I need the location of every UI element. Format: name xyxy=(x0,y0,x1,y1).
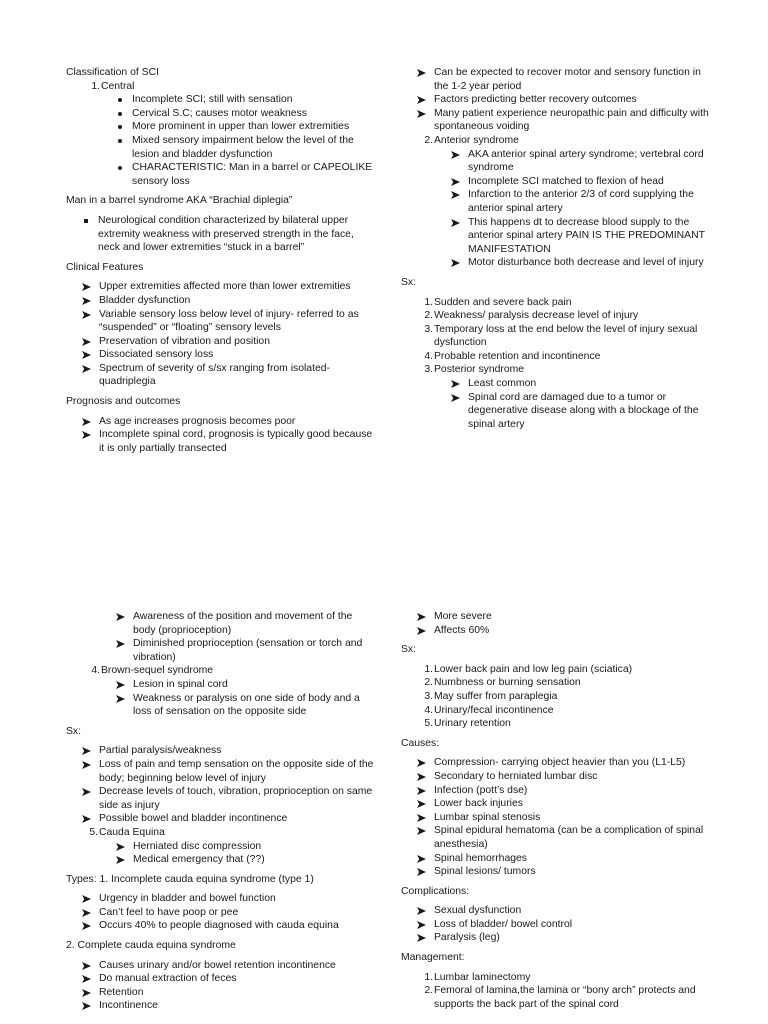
list-number: 2. xyxy=(424,677,433,689)
list-item-text: Neurological condition characterized by bilateral upper extremity weakness with preserved strength in the face, neck and lower extremities “stuck in a barrel” xyxy=(98,214,354,254)
numbered-list-item xyxy=(417,676,711,690)
arrow-bullet-icon xyxy=(82,986,96,997)
arrow-bullet-icon xyxy=(82,972,96,983)
list-number: 1. xyxy=(424,296,433,308)
list-item-text: Many patient experience neuropathic pain and difficulty with spontaneous voiding xyxy=(434,107,709,133)
arrow-list-item xyxy=(417,824,711,851)
page-2-left-column xyxy=(66,610,376,1013)
list-item-text: Lower back pain and low leg pain (sciatica) xyxy=(434,663,633,675)
page-1-left-column xyxy=(66,66,376,455)
arrow-list-item xyxy=(417,610,711,624)
bullet-list-item xyxy=(116,120,376,134)
list-number: 2. xyxy=(424,310,433,322)
list-number: 4. xyxy=(424,704,433,716)
arrow-list-item xyxy=(82,280,376,294)
bullet-list-item xyxy=(82,214,376,255)
arrow-list-item xyxy=(116,840,376,854)
list-item-text: Spectrum of severity of s/sx ranging from isolated- quadriplegia xyxy=(99,362,330,388)
arrow-list-item xyxy=(116,610,376,637)
arrow-bullet-icon xyxy=(82,348,96,359)
list-number: 2. xyxy=(424,985,433,997)
arrow-list-item xyxy=(82,785,376,812)
arrow-bullet-icon xyxy=(82,428,96,439)
list-item-text: As age increases prognosis becomes poor xyxy=(99,415,296,427)
list-item-text: Retention xyxy=(99,986,144,998)
list-item-text: Least common xyxy=(468,378,537,390)
arrow-bullet-icon xyxy=(116,610,130,621)
arrow-list-item xyxy=(451,256,711,270)
list-item-text: Lesion in spinal cord xyxy=(133,678,228,690)
arrow-bullet-icon xyxy=(417,918,431,929)
arrow-list-item xyxy=(82,428,376,455)
arrow-list-item xyxy=(451,188,711,215)
bullet-list-item xyxy=(116,107,376,121)
list-item-text: More severe xyxy=(434,611,492,622)
section-heading: Management: xyxy=(401,952,465,964)
arrow-list-item xyxy=(417,770,711,784)
list-item-text: AKA anterior spinal artery syndrome; vertebral cord syndrome xyxy=(468,148,704,174)
round-bullet-icon xyxy=(116,161,130,170)
list-number: 3. xyxy=(424,690,433,702)
list-number: 4. xyxy=(91,665,100,677)
list-item-text: Spinal lesions/ tumors xyxy=(434,866,536,878)
list-item-text: Lower back injuries xyxy=(434,798,523,810)
list-item-text: Partial paralysis/weakness xyxy=(99,745,222,757)
list-item-text: Spinal hemorrhages xyxy=(434,852,527,864)
arrow-list-item xyxy=(451,377,711,391)
arrow-list-item xyxy=(82,999,376,1013)
list-item-text: Affects 60% xyxy=(434,624,490,636)
list-item-text: Possible bowel and bladder incontinence xyxy=(99,813,288,825)
list-item-text: Infection (pott’s dse) xyxy=(434,784,528,796)
bullet-list-item xyxy=(116,161,376,188)
list-item-text: Urinary/fecal incontinence xyxy=(434,704,554,716)
section-heading: Man in a barrel syndrome AKA “Brachial diplegia” xyxy=(66,195,293,207)
arrow-bullet-icon xyxy=(82,280,96,291)
list-item-text: Sexual dysfunction xyxy=(434,905,522,917)
arrow-list-item xyxy=(451,391,711,432)
arrow-bullet-icon xyxy=(82,362,96,373)
arrow-list-item xyxy=(417,756,711,770)
arrow-list-item xyxy=(82,959,376,973)
arrow-bullet-icon xyxy=(82,415,96,426)
list-item-text: Femoral of lamina,the lamina or “bony arch” protects and supports the back part of the spinal cord xyxy=(434,985,696,1010)
round-bullet-icon xyxy=(116,120,130,129)
arrow-bullet-icon xyxy=(116,692,130,703)
section-heading: Causes: xyxy=(401,737,440,749)
arrow-list-item xyxy=(82,892,376,906)
arrow-list-item xyxy=(417,918,711,932)
arrow-list-item xyxy=(82,415,376,429)
arrow-list-item xyxy=(116,692,376,719)
list-item-text: Posterior syndrome xyxy=(434,364,525,376)
numbered-list-item xyxy=(417,363,711,377)
arrow-bullet-icon xyxy=(417,610,431,621)
arrow-bullet-icon xyxy=(116,853,130,864)
arrow-bullet-icon xyxy=(417,107,431,118)
list-item-text: Temporary loss at the end below the level of injury sexual dysfunction xyxy=(434,323,698,349)
list-number: 3. xyxy=(424,364,433,376)
arrow-bullet-icon xyxy=(116,637,130,648)
arrow-bullet-icon xyxy=(82,959,96,970)
arrow-list-item xyxy=(417,904,711,918)
bullet-list-item xyxy=(116,93,376,107)
round-bullet-icon xyxy=(116,134,130,143)
document-page-2 xyxy=(0,512,768,1024)
arrow-bullet-icon xyxy=(417,824,431,835)
arrow-bullet-icon xyxy=(82,335,96,346)
arrow-bullet-icon xyxy=(417,756,431,767)
list-item-text: Probable retention and incontinence xyxy=(434,350,601,362)
list-number: 1. xyxy=(424,971,433,983)
arrow-bullet-icon xyxy=(417,797,431,808)
numbered-list-item xyxy=(84,664,376,678)
arrow-bullet-icon xyxy=(417,852,431,863)
arrow-bullet-icon xyxy=(417,770,431,781)
arrow-list-item xyxy=(417,865,711,879)
arrow-bullet-icon xyxy=(82,812,96,823)
arrow-list-item xyxy=(417,66,711,93)
list-item-text: CHARACTERISTIC: Man in a barrel or CAPEOLIKE sensory loss xyxy=(132,162,373,187)
arrow-list-item xyxy=(82,986,376,1000)
arrow-list-item xyxy=(116,853,376,867)
arrow-list-item xyxy=(417,852,711,866)
list-item-text: Awareness of the position and movement of the body (proprioception) xyxy=(133,611,353,636)
list-item-text: Diminished proprioception (sensation or torch and vibration) xyxy=(133,638,363,663)
numbered-list-item xyxy=(417,309,711,323)
section-heading: Clinical Features xyxy=(66,261,144,273)
numbered-list-item xyxy=(417,663,711,677)
arrow-bullet-icon xyxy=(82,999,96,1010)
arrow-bullet-icon xyxy=(82,906,96,917)
section-heading: Classification of SCI xyxy=(66,67,159,78)
section-heading: Prognosis and outcomes xyxy=(66,396,181,408)
numbered-list-item xyxy=(417,296,711,310)
list-number: 4. xyxy=(424,350,433,362)
list-item-text: Infarction to the anterior 2/3 of cord supplying the anterior spinal artery xyxy=(468,189,694,214)
arrow-list-item xyxy=(82,335,376,349)
list-item-text: Variable sensory loss below level of injury- referred to as “suspended” or “floating” sensory levels xyxy=(99,308,359,334)
list-item-text: Secondary to herniated lumbar disc xyxy=(434,770,598,782)
arrow-bullet-icon xyxy=(451,216,465,227)
arrow-bullet-icon xyxy=(417,93,431,104)
list-item-text: Paralysis (leg) xyxy=(434,932,500,944)
arrow-list-item xyxy=(417,93,711,107)
list-item-text: Weakness or paralysis on one side of body and a loss of sensation on the opposite side xyxy=(133,692,360,718)
section-heading: Complications: xyxy=(401,885,470,897)
arrow-list-item xyxy=(82,308,376,335)
arrow-bullet-icon xyxy=(82,785,96,796)
arrow-list-item xyxy=(82,919,376,933)
arrow-bullet-icon xyxy=(116,678,130,689)
list-item-text: Cauda Equina xyxy=(99,826,165,838)
round-bullet-icon xyxy=(116,107,130,116)
page-2-right-column xyxy=(401,610,711,1011)
arrow-list-item xyxy=(82,812,376,826)
list-item-text: Urgency in bladder and bowel function xyxy=(99,893,276,905)
numbered-list-item xyxy=(417,350,711,364)
numbered-list-item xyxy=(417,971,711,985)
arrow-bullet-icon xyxy=(451,175,465,186)
numbered-list-item xyxy=(84,80,376,94)
section-heading: Types: 1. Incomplete cauda equina syndrome (type 1) xyxy=(66,873,314,885)
list-item-text: Incomplete SCI matched to flexion of head xyxy=(468,175,664,187)
list-number: 1. xyxy=(424,663,433,675)
arrow-list-item xyxy=(116,637,376,664)
list-item-text: Cervical S.C; causes motor weakness xyxy=(132,107,307,119)
list-item-text: Medical emergency that (??) xyxy=(133,854,265,866)
list-item-text: More prominent in upper than lower extremities xyxy=(132,121,350,133)
list-item-text: Spinal cord are damaged due to a tumor or degenerative disease along with a blockage of the spinal artery xyxy=(468,391,699,430)
list-number: 1. xyxy=(91,80,100,92)
arrow-list-item xyxy=(82,972,376,986)
arrow-bullet-icon xyxy=(451,377,465,388)
section-heading: Sx: xyxy=(401,644,417,656)
list-item-text: Occurs 40% to people diagnosed with cauda equina xyxy=(99,920,339,932)
square-bullet-icon xyxy=(82,214,96,223)
section-heading: 2. Complete cauda equina syndrome xyxy=(66,940,236,952)
list-item-text: Can be expected to recover motor and sensory function in the 1-2 year period xyxy=(434,67,701,92)
list-item-text: Incontinence xyxy=(99,1000,158,1012)
arrow-bullet-icon xyxy=(82,744,96,755)
list-item-text: Central xyxy=(101,80,135,92)
numbered-list-item xyxy=(417,323,711,350)
list-number: 2. xyxy=(424,134,433,146)
arrow-bullet-icon xyxy=(451,391,465,402)
round-bullet-icon xyxy=(116,93,130,102)
numbered-list-item xyxy=(417,690,711,704)
list-item-text: Lumbar spinal stenosis xyxy=(434,811,541,823)
numbered-list-item xyxy=(417,134,711,148)
list-item-text: Incomplete spinal cord, prognosis is typically good because it is only partially transected xyxy=(99,429,373,454)
arrow-list-item xyxy=(417,107,711,134)
list-item-text: Weakness/ paralysis decrease level of injury xyxy=(434,310,639,322)
arrow-list-item xyxy=(451,216,711,257)
arrow-list-item xyxy=(451,175,711,189)
list-number: 5. xyxy=(89,826,98,838)
arrow-bullet-icon xyxy=(116,840,130,851)
arrow-bullet-icon xyxy=(417,784,431,795)
arrow-bullet-icon xyxy=(82,294,96,305)
list-item-text: Incomplete SCI; still with sensation xyxy=(132,94,293,106)
arrow-list-item xyxy=(417,797,711,811)
numbered-list-item xyxy=(417,717,711,731)
list-item-text: Loss of pain and temp sensation on the opposite side of the body; beginning below level of injury xyxy=(99,758,374,784)
arrow-list-item xyxy=(116,678,376,692)
numbered-list-item xyxy=(417,704,711,718)
arrow-list-item xyxy=(82,348,376,362)
arrow-list-item xyxy=(417,931,711,945)
list-item-text: Loss of bladder/ bowel control xyxy=(434,918,573,930)
section-heading: Sx: xyxy=(401,276,417,288)
list-item-text: Motor disturbance both decrease and level of injury xyxy=(468,257,704,269)
arrow-list-item xyxy=(417,784,711,798)
list-item-text: Spinal epidural hematoma (can be a complication of spinal anesthesia) xyxy=(434,825,704,850)
list-item-text: Numbness or burning sensation xyxy=(434,677,581,689)
list-number: 5. xyxy=(424,718,433,730)
list-item-text: Causes urinary and/or bowel retention incontinence xyxy=(99,959,336,971)
list-item-text: Mixed sensory impairment below the level of the lesion and bladder dysfunction xyxy=(132,134,354,160)
list-item-text: Upper extremities affected more than lower extremities xyxy=(99,281,351,293)
page-1-right-column xyxy=(401,66,711,431)
arrow-bullet-icon xyxy=(82,758,96,769)
bullet-list-item xyxy=(116,134,376,161)
section-heading: Sx: xyxy=(66,725,82,737)
list-item-text: Decrease levels of touch, vibration, proprioception on same side as injury xyxy=(99,786,373,811)
arrow-list-item xyxy=(82,294,376,308)
arrow-bullet-icon xyxy=(82,892,96,903)
arrow-list-item xyxy=(82,744,376,758)
list-item-text: Brown-sequel syndrome xyxy=(101,665,214,677)
arrow-bullet-icon xyxy=(417,811,431,822)
list-item-text: Preservation of vibration and position xyxy=(99,335,270,347)
arrow-list-item xyxy=(82,758,376,785)
arrow-bullet-icon xyxy=(417,931,431,942)
arrow-bullet-icon xyxy=(417,624,431,635)
arrow-list-item xyxy=(82,906,376,920)
list-item-text: Anterior syndrome xyxy=(434,134,519,146)
arrow-bullet-icon xyxy=(451,256,465,267)
arrow-list-item xyxy=(451,148,711,175)
numbered-list-item xyxy=(417,984,711,1011)
arrow-list-item xyxy=(417,624,711,638)
list-item-text: Compression- carrying object heavier than you (L1-L5) xyxy=(434,757,686,769)
arrow-list-item xyxy=(82,362,376,389)
list-item-text: Urinary retention xyxy=(434,718,511,730)
numbered-list-item xyxy=(82,826,376,840)
list-item-text: Bladder dysfunction xyxy=(99,294,191,306)
list-item-text: This happens dt to decrease blood supply to the anterior spinal artery PAIN IS THE PREDOMINANT MANIFESTATION xyxy=(468,216,705,255)
list-number: 3. xyxy=(424,323,433,335)
arrow-bullet-icon xyxy=(82,919,96,930)
arrow-bullet-icon xyxy=(451,188,465,199)
list-item-text: Herniated disc compression xyxy=(133,840,262,852)
arrow-bullet-icon xyxy=(417,865,431,876)
arrow-bullet-icon xyxy=(451,148,465,159)
arrow-bullet-icon xyxy=(417,66,431,77)
list-item-text: May suffer from paraplegia xyxy=(434,690,558,702)
arrow-bullet-icon xyxy=(417,904,431,915)
arrow-bullet-icon xyxy=(82,308,96,319)
arrow-list-item xyxy=(417,811,711,825)
list-item-text: Can’t feel to have poop or pee xyxy=(99,906,239,918)
list-item-text: Sudden and severe back pain xyxy=(434,296,572,308)
list-item-text: Dissociated sensory loss xyxy=(99,349,214,361)
list-item-text: Lumbar laminectomy xyxy=(434,971,531,983)
list-item-text: Factors predicting better recovery outcomes xyxy=(434,94,637,106)
list-item-text: Do manual extraction of feces xyxy=(99,973,237,985)
